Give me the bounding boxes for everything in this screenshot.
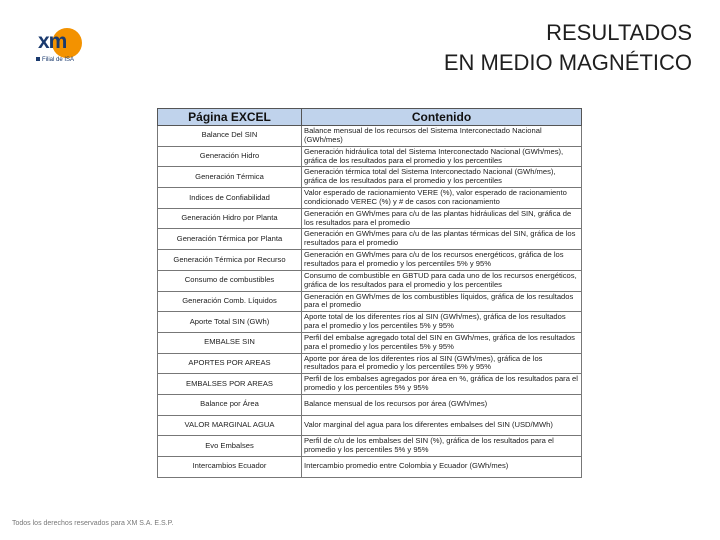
cell-pagina-excel: Generación Térmica por Planta: [158, 229, 302, 250]
cell-pagina-excel: VALOR MARGINAL AGUA: [158, 415, 302, 436]
table-row: [158, 332, 582, 353]
title-line-1: RESULTADOS: [546, 20, 692, 45]
header-contenido: Contenido: [302, 109, 582, 126]
table-header-row: [158, 109, 582, 126]
table-row: [158, 126, 582, 147]
cell-contenido: Generación en GWh/mes para c/u de las plantas hidráulicas del SIN, gráfica de los resultados para el promedio: [302, 208, 582, 229]
cell-contenido: Generación en GWh/mes de los combustibles líquidos, gráfica de los resultados para el promedio: [302, 291, 582, 312]
cell-pagina-excel: Generación Comb. Líquidos: [158, 291, 302, 312]
xm-logo: [30, 28, 100, 68]
cell-contenido: Valor marginal del agua para los diferentes embalses del SIN (USD/MWh): [302, 415, 582, 436]
results-table-container: [157, 108, 582, 478]
table-row: [158, 291, 582, 312]
logo-subtitle-text: Filial de ISA: [42, 57, 75, 63]
cell-contenido: Valor esperado de racionamiento VERE (%), valor esperado de racionamiento condicionado VEREC (%) y # de casos con racionamiento: [302, 188, 582, 209]
cell-pagina-excel: Indices de Confiabilidad: [158, 188, 302, 209]
cell-pagina-excel: Generación Térmica: [158, 167, 302, 188]
footer-copyright: Todos los derechos reservados para XM S.A. E.S.P.: [12, 520, 174, 527]
logo-subtitle: [36, 57, 74, 63]
table-row: [158, 146, 582, 167]
cell-contenido: Perfil del embalse agregado total del SIN en GWh/mes, gráfica de los resultados para el promedio y los percentiles 5% y 95%: [302, 332, 582, 353]
cell-pagina-excel: Balance Del SIN: [158, 126, 302, 147]
table-row: [158, 415, 582, 436]
table-row: [158, 229, 582, 250]
title-line-2: EN MEDIO MAGNÉTICO: [443, 50, 692, 75]
table-row: [158, 394, 582, 415]
results-table: [157, 108, 582, 478]
cell-contenido: Generación hidráulica total del Sistema Interconectado Nacional (GWh/mes), gráfica de los resultados para el promedio y los percentiles: [302, 146, 582, 167]
cell-pagina-excel: APORTES POR AREAS: [158, 353, 302, 374]
cell-pagina-excel: Consumo de combustibles: [158, 270, 302, 291]
cell-contenido: Balance mensual de los recursos por área (GWh/mes): [302, 394, 582, 415]
table-row: [158, 353, 582, 374]
cell-contenido: Aporte total de los diferentes ríos al SIN (GWh/mes), gráfica de los resultados para el promedio y los percentiles 5% y 95%: [302, 312, 582, 333]
cell-contenido: Perfil de c/u de los embalses del SIN (%), gráfica de los resultados para el promedio y los percentiles 5% y 95%: [302, 436, 582, 457]
cell-contenido: Generación en GWh/mes para c/u de los recursos energéticos, gráfica de los resultados para el promedio y los percentiles 5% y 95%: [302, 250, 582, 271]
table-row: [158, 250, 582, 271]
table-row: [158, 208, 582, 229]
cell-contenido: Balance mensual de los recursos del Sistema Interconectado Nacional (GWh/mes): [302, 126, 582, 147]
cell-pagina-excel: EMBALSES POR AREAS: [158, 374, 302, 395]
cell-pagina-excel: Generación Térmica por Recurso: [158, 250, 302, 271]
cell-pagina-excel: Evo Embalses: [158, 436, 302, 457]
cell-contenido: Aporte por área de los diferentes ríos al SIN (GWh/mes), gráfica de los resultados para el promedio y los percentiles 5% y 95%: [302, 353, 582, 374]
cell-pagina-excel: Generación Hidro: [158, 146, 302, 167]
cell-contenido: Intercambio promedio entre Colombia y Ecuador (GWh/mes): [302, 457, 582, 478]
cell-contenido: Generación térmica total del Sistema Interconectado Nacional (GWh/mes), gráfica de los resultados para el promedio y los percentiles: [302, 167, 582, 188]
table-row: [158, 436, 582, 457]
table-row: [158, 167, 582, 188]
cell-pagina-excel: Generación Hidro por Planta: [158, 208, 302, 229]
table-row: [158, 457, 582, 478]
header-pagina-excel: Página EXCEL: [158, 109, 302, 126]
table-row: [158, 374, 582, 395]
square-icon: [36, 57, 40, 61]
table-row: [158, 188, 582, 209]
cell-pagina-excel: Intercambios Ecuador: [158, 457, 302, 478]
cell-pagina-excel: EMBALSE SIN: [158, 332, 302, 353]
slide-title: [444, 18, 692, 78]
cell-contenido: Generación en GWh/mes para c/u de las plantas térmicas del SIN, gráfica de los resultados para el promedio: [302, 229, 582, 250]
cell-contenido: Consumo de combustible en GBTUD para cada uno de los recursos energéticos, gráfica de los resultados para el promedio y los percentiles: [302, 270, 582, 291]
table-body: [158, 126, 582, 478]
logo-text: xm: [38, 30, 67, 53]
cell-pagina-excel: Aporte Total SIN (GWh): [158, 312, 302, 333]
cell-pagina-excel: Balance por Área: [158, 394, 302, 415]
cell-contenido: Perfil de los embalses agregados por área en %, gráfica de los resultados para el promedio y los percentiles 5% y 95%: [302, 374, 582, 395]
table-row: [158, 270, 582, 291]
table-row: [158, 312, 582, 333]
